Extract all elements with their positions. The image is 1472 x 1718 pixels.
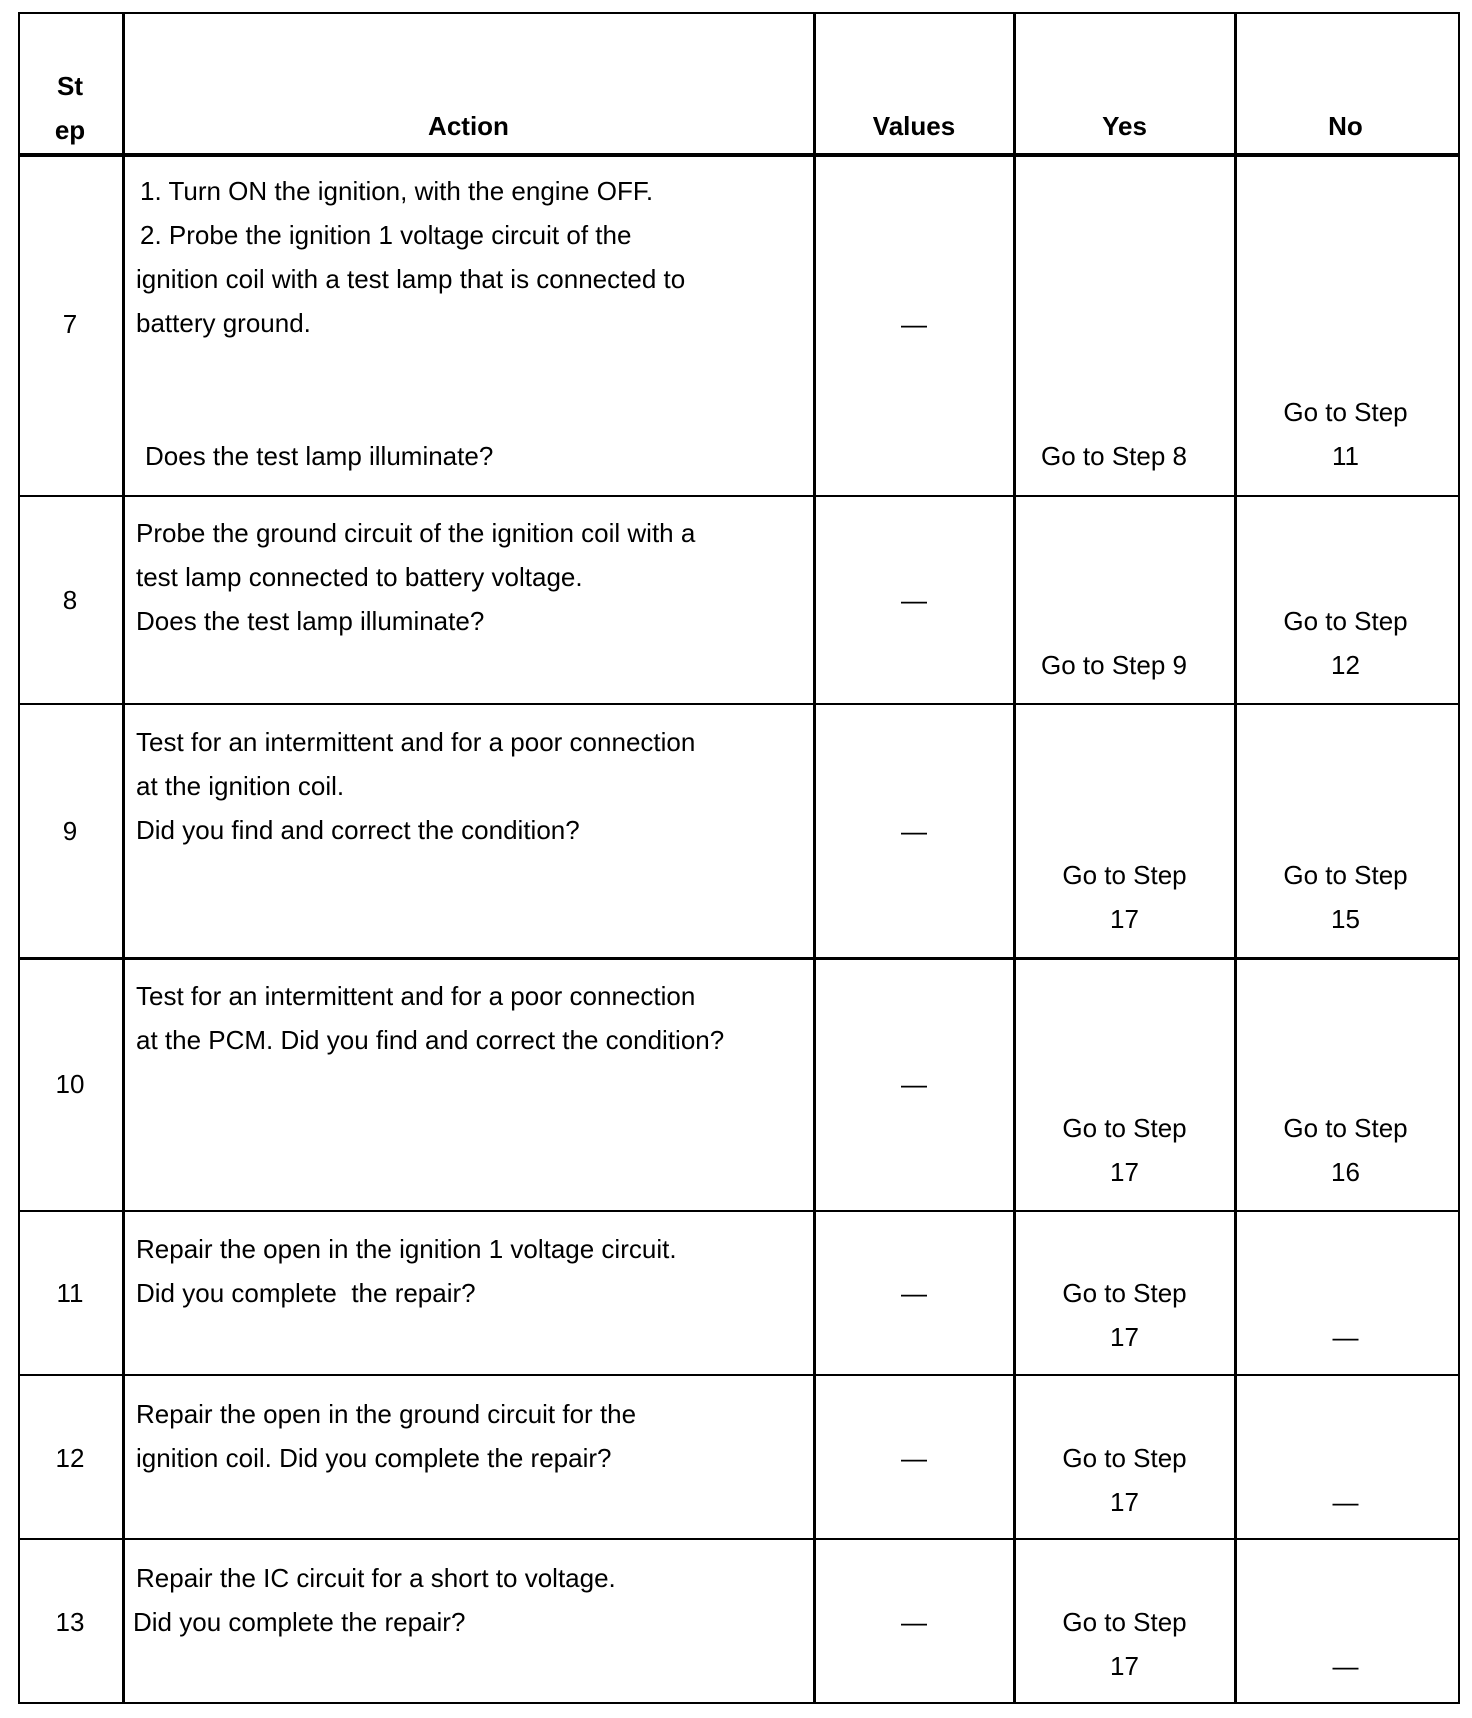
- no-line: 11: [1332, 441, 1359, 471]
- header-divider: [20, 153, 1458, 157]
- action-text: [136, 169, 806, 345]
- yes-cell: [1014, 434, 1214, 478]
- yes-cell: [1014, 1271, 1235, 1359]
- yes-cell: [1014, 1436, 1235, 1524]
- action-text: [133, 1556, 803, 1644]
- row-divider: [20, 495, 1458, 497]
- yes-cell: [1014, 643, 1214, 687]
- no-cell: [1235, 599, 1456, 687]
- yes-line: Go to Step: [1062, 1278, 1187, 1308]
- header-step-line2: ep: [54, 115, 86, 145]
- no-line: Go to Step: [1283, 606, 1408, 636]
- no-cell: [1235, 390, 1456, 478]
- action-line: Probe the ground circuit of the ignition coil with a: [136, 518, 696, 548]
- action-line: Does the test lamp illuminate?: [136, 606, 485, 636]
- yes-line: 17: [1110, 1322, 1139, 1352]
- row-divider: [20, 703, 1458, 705]
- no-cell: [1235, 1106, 1456, 1194]
- row-divider: [20, 957, 1458, 960]
- yes-line: 17: [1110, 1651, 1139, 1681]
- yes-line: Go to Step: [1062, 860, 1187, 890]
- header-yes: Yes: [1102, 111, 1147, 141]
- yes-line: Go to Step: [1062, 1443, 1187, 1473]
- row-divider: [20, 1538, 1458, 1540]
- action-line: at the ignition coil.: [136, 771, 345, 801]
- value-cell: —: [901, 309, 927, 339]
- value-cell: —: [901, 1278, 927, 1308]
- no-line: Go to Step: [1283, 860, 1408, 890]
- step-number: 11: [56, 1278, 84, 1308]
- action-line: Did you complete the repair?: [136, 1278, 476, 1308]
- value-cell: —: [901, 585, 927, 615]
- header-no: No: [1328, 111, 1363, 141]
- no-cell: [1235, 1480, 1456, 1524]
- header-step: [20, 64, 120, 152]
- row-divider: [20, 1210, 1458, 1212]
- step-number: 9: [62, 816, 78, 846]
- step-number: 8: [62, 585, 78, 615]
- value-cell: —: [901, 816, 927, 846]
- action-line: Test for an intermittent and for a poor connection: [136, 981, 696, 1011]
- action-line: 1. Turn ON the ignition, with the engine OFF.: [140, 176, 654, 206]
- yes-line: Go to Step 8: [1041, 441, 1187, 471]
- action-line: 2. Probe the ignition 1 voltage circuit of the: [140, 220, 632, 250]
- action-line: battery ground.: [136, 308, 311, 338]
- action-line: Did you find and correct the condition?: [136, 815, 580, 845]
- yes-cell: [1014, 1600, 1235, 1688]
- header-action: Action: [428, 111, 509, 141]
- step-number: 10: [55, 1069, 85, 1099]
- question-text: Does the test lamp illuminate?: [145, 441, 494, 471]
- column-divider: [122, 14, 125, 1702]
- yes-line: 17: [1110, 1487, 1139, 1517]
- no-line: 12: [1331, 650, 1360, 680]
- action-text: [136, 720, 806, 852]
- step-number: 13: [55, 1607, 85, 1637]
- step-number: 7: [62, 309, 78, 339]
- yes-line: 17: [1110, 1157, 1139, 1187]
- no-line: 16: [1331, 1157, 1360, 1187]
- action-line: test lamp connected to battery voltage.: [136, 562, 583, 592]
- no-line: —: [1332, 1322, 1359, 1352]
- no-line: 15: [1331, 904, 1360, 934]
- action-text: [136, 1227, 806, 1315]
- row-divider: [20, 1374, 1458, 1376]
- action-line: at the PCM. Did you find and correct the condition?: [136, 1025, 725, 1055]
- action-line: Repair the open in the ignition 1 voltage circuit.: [136, 1234, 677, 1264]
- action-line: Repair the IC circuit for a short to voltage.: [136, 1563, 616, 1593]
- action-line: ignition coil. Did you complete the repair?: [136, 1443, 612, 1473]
- no-cell: [1235, 853, 1456, 941]
- no-line: Go to Step: [1283, 1113, 1408, 1143]
- header-values: Values: [872, 111, 956, 141]
- no-line: —: [1332, 1487, 1359, 1517]
- action-text: [136, 974, 806, 1062]
- step-number: 12: [55, 1443, 85, 1473]
- action-line: Test for an intermittent and for a poor connection: [136, 727, 696, 757]
- no-line: Go to Step: [1283, 397, 1408, 427]
- action-text: [136, 511, 806, 643]
- yes-line: 17: [1110, 904, 1139, 934]
- action-line: ignition coil with a test lamp that is connected to: [136, 264, 686, 294]
- action-line: Did you complete the repair?: [133, 1607, 466, 1637]
- action-text: [136, 1392, 806, 1480]
- yes-line: Go to Step: [1062, 1607, 1187, 1637]
- header-step-line1: St: [57, 71, 83, 101]
- yes-line: Go to Step: [1062, 1113, 1187, 1143]
- action-line: Repair the open in the ground circuit for the: [136, 1399, 637, 1429]
- value-cell: —: [901, 1443, 927, 1473]
- no-line: —: [1332, 1651, 1359, 1681]
- value-cell: —: [901, 1607, 927, 1637]
- no-cell: [1235, 1315, 1456, 1359]
- no-cell: [1235, 1644, 1456, 1688]
- yes-line: Go to Step 9: [1041, 650, 1187, 680]
- yes-cell: [1014, 1106, 1235, 1194]
- value-cell: —: [901, 1069, 927, 1099]
- yes-cell: [1014, 853, 1235, 941]
